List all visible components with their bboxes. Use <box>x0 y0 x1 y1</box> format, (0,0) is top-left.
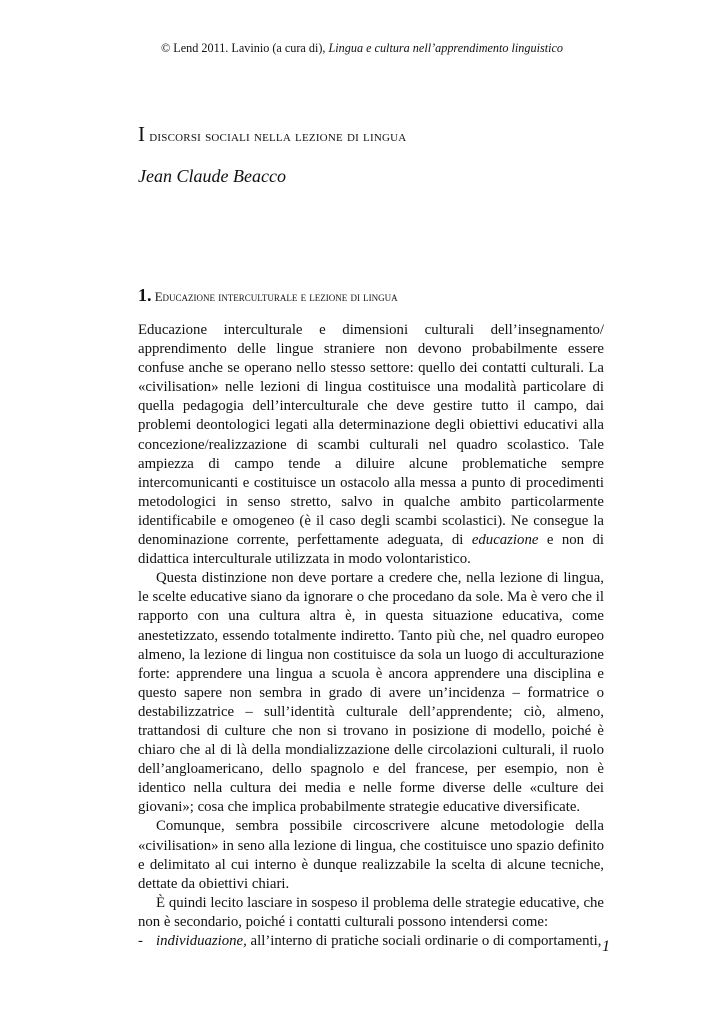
list-item-text: all’interno di pratiche sociali ordinarie o di comportamenti, <box>246 933 602 949</box>
paragraph-2: Questa distinzione non deve portare a credere che, nella lezione di lingua, le scelte educative siano da ignorare o che procedano da sole. Ma è vero che il rapporto con una cultura altra è, in questa situazione educativa, come anestetizzato, essendo totalmente indiretto. Tanto più che, nel quadro europeo almeno, la lezione di lingua non costituisce da sola un luogo di acculturazione forte: apprendere una lingua a scuola è ancora apprendere una disciplina e questo sapere non sembra in grado di avere un’incidenza – formatrice o destabilizzatrice – sull’identità culturale dell’apprendente; ciò, almeno, trattandosi di culture che non si trovano in posizione di modello, poiché è chiaro che al di là della mondializzazione delle circolazioni culturali, il ruolo dell’angloamericano, dello spagnolo e del francese, per esempio, non è identico nella cultura dei media e nelle forme diverse delle «culture dei giovani»; cosa che implica probabilmente strategie educative diversificate. <box>138 570 604 816</box>
article-title <box>138 123 608 148</box>
list-item <box>138 932 604 951</box>
header-book-title: Lingua e cultura nell’apprendimento linguistico <box>328 41 563 55</box>
header-citation: © Lend 2011. Lavinio (a cura di), <box>160 41 329 55</box>
section-heading <box>138 285 608 307</box>
article-title-rest: discorsi sociali nella lezione di lingua <box>145 128 407 145</box>
paragraph-4: È quindi lecito lasciare in sospeso il problema delle strategie educative, che non è secondario, poiché i contatti culturali possono intendersi come: <box>138 894 604 930</box>
running-header <box>0 40 724 56</box>
body-text <box>138 321 604 951</box>
paragraph-3: Comunque, sembra possibile circoscrivere alcune metodologie della «civilisation» in seno alla lezione di lingua, che costituisce uno spazio definito e delimitato al cui interno è dunque realizzabile la scelta di alcune tecniche, dettate da obiettivi chiari. <box>138 818 604 892</box>
list-item-emphasis: individuazione, <box>156 933 247 949</box>
section-number: 1. <box>138 285 152 305</box>
list-dash: - <box>138 933 143 949</box>
paragraph-1 <box>138 321 604 569</box>
article-author: Jean Claude Beacco <box>138 166 286 186</box>
article-title-initial: I <box>138 122 146 146</box>
page-number: 1 <box>602 938 610 955</box>
paragraph-1-text-a: Educazione interculturale e dimensioni culturali dell’insegnamento/ apprendimento delle lingue straniere non devono probabilmente essere confuse anche se operano nello stesso settore: quello dei contatti culturali. La «civilisation» nelle lezioni di lingua costituisce una modalità particolare di quella pedagogia dell’interculturale che deve gestire tutto il campo, dai problemi deontologici legati alla determinazione degli obiettivi educativi alla concezione/realizzazione di scambi culturali nel quadro scolastico. Tale ampiezza di campo tende a diluire alcune problematiche sempre intercomunicanti e costituisce un ostacolo alla messa a punto di procedimenti metodologici in senso stretto, salvo in qualche ambito particolarmente identificabile e omogeneo (è il caso degli scambi scolastici). Ne consegue la denominazione corrente, perfettamente adeguata, di <box>138 322 604 549</box>
paragraph-1-emphasis: educazione <box>471 532 539 549</box>
paragraph-1-text-b: e non di didattica interculturale utilizzata in modo volontaristico. <box>138 532 604 568</box>
section-title: Educazione interculturale e lezione di lingua <box>151 290 398 304</box>
